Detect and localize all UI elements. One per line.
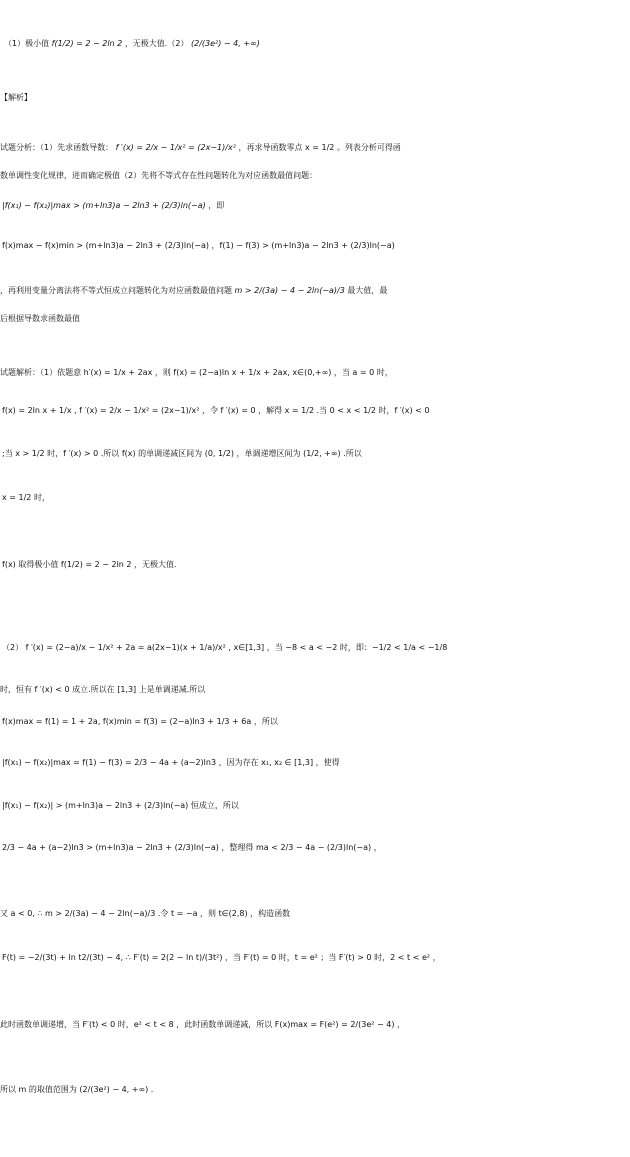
solution-line-8: f(x)max = f(1) = 1 + 2a, f(x)min = f(3) = (2−a)ln3 + 1/3 + 6a ，所以	[2, 717, 278, 726]
solution-line-11: 2/3 − 4a + (a−2)ln3 > (m+ln3)a − 2ln3 + (2/3)ln(−a) ，整理得 ma < 2/3 − 4a − (2/3)ln(−a) ，	[2, 843, 382, 852]
analysis-m-inequality: m > 2/(3a) − 4 − 2ln(−a)/3	[234, 286, 345, 295]
solution-line-3: ;当 x > 1/2 时，f ′(x) > 0 .所以 f(x) 的单调递减区间为 (0, 1/2) ，单调递增区间为 (1/2, +∞) .所以	[2, 449, 362, 458]
solution-line-9: |f(x₁) − f(x₂)|max = f(1) − f(3) = 2/3 − 4a + (a−2)ln3 ，因为存在 x₁, x₂ ∈ [1,3] ，使得	[2, 758, 340, 767]
answer-line	[4, 36, 630, 52]
solution-line-10: |f(x₁) − f(x₂)| > (m+ln3)a − 2ln3 + (2/3)ln(−a) 恒成立，所以	[2, 801, 239, 810]
solution-line-7: 时，恒有 f ′(x) < 0 成立.所以在 [1,3] 上是单调递减.所以	[0, 685, 206, 694]
analysis-line-5-tail: 最大值，最	[347, 286, 388, 295]
answer-part1-value: f(1/2) = 2 − 2ln 2	[51, 39, 123, 48]
analysis-derivative-formula: f ′(x) = 2/x − 1/x² = (2x−1)/x²	[115, 143, 236, 152]
answer-part1-suffix: ，无极大值.（2）	[124, 39, 189, 48]
answer-part1-label: （1）极小值	[4, 39, 50, 48]
answer-part2-value: (2/(3e²) − 4, +∞)	[191, 39, 260, 48]
solution-line-5: f(x) 取得极小值 f(1/2) = 2 − 2ln 2 ，无极大值.	[2, 560, 177, 569]
analysis-line-3	[2, 198, 630, 214]
solution-line-6: （2） f ′(x) = (2−a)/x − 1/x² + 2a = a(2x−1)(x + 1/a)/x² , x∈[1,3] ，当 −8 < a < −2 时，即：−1/2 < 1/a < −1/8	[2, 643, 448, 652]
solution-line-14: 此时函数单调递增，当 F′(t) < 0 时，e² < t < 8 ，此时函数单调递减，所以 F(x)max = F(e²) = 2/(3e² − 4) ，	[0, 1020, 406, 1029]
analysis-line-5-text: ，再利用变量分离法将不等式恒成立问题转化为对应函数最值问题	[0, 286, 232, 295]
solution-line-4: x = 1/2 时，	[2, 493, 50, 502]
analysis-max-diff-formula: |f(x₁) − f(x₂)|max > (m+ln3)a − 2ln3 + (2/3)ln(−a)	[2, 201, 206, 210]
analysis-line-3-tail: ，即	[208, 201, 225, 210]
solution-line-15: 所以 m 的取值范围为 (2/(3e²) − 4, +∞) .	[0, 1085, 154, 1094]
analysis-line-5	[0, 283, 630, 299]
analysis-intro-label: 试题分析：（1）先求函数导数：	[0, 143, 114, 152]
solution-line-1: 试题解析：（1）依题意 h′(x) = 1/x + 2ax ，则 f(x) = (2−a)ln x + 1/x + 2ax, x∈(0,+∞) ，当 a = 0 时，	[0, 368, 393, 377]
analysis-line-1	[0, 140, 630, 156]
analysis-line-6: 后根据导数求函数最值	[0, 314, 80, 323]
analysis-heading: 【解析】	[0, 93, 32, 102]
analysis-line-4: f(x)max − f(x)min > (m+ln3)a − 2ln3 + (2/3)ln(−a) ，f(1) − f(3) > (m+ln3)a − 2ln3 + (2/3)ln(−a)	[2, 241, 395, 250]
solution-line-2: f(x) = 2ln x + 1/x , f ′(x) = 2/x − 1/x² = (2x−1)/x² ，令 f ′(x) = 0 ，解得 x = 1/2 .当 0 < x < 1/2 时，f ′(x) < 0	[2, 406, 430, 415]
analysis-line-1-tail: ，再求导函数零点 x = 1/2 。列表分析可得函	[238, 143, 401, 152]
solution-line-13: F(t) = −2/(3t) + ln t2/(3t) − 4, ∴ F′(t) = 2(2 − ln t)/(3t²) ，当 F′(t) = 0 时，t = e² ；当 F′(t) > 0 时，2 < t < e² ，	[2, 953, 441, 962]
analysis-line-2: 数单调性变化规律，进而确定极值（2）先将不等式存在性问题转化为对应函数最值问题：	[0, 171, 318, 180]
solution-line-12: 又 a < 0, ∴ m > 2/(3a) − 4 − 2ln(−a)/3 .令 t = −a ，则 t∈(2,8) ，构造函数	[0, 909, 291, 918]
